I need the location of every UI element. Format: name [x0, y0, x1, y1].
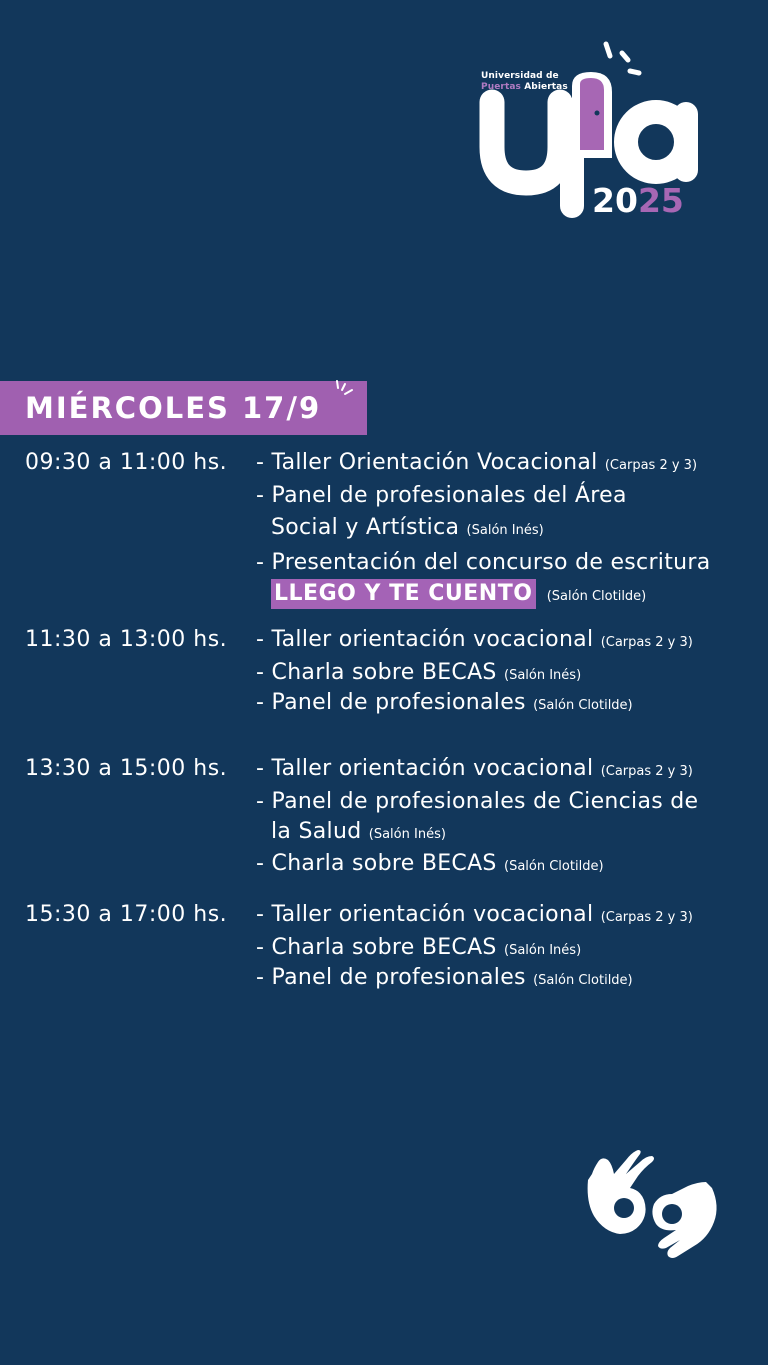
schedule-item-continuation — [271, 515, 544, 540]
item-location: (Carpas 2 y 3) — [600, 910, 693, 925]
logo-line-2-rest: Abiertas — [520, 82, 568, 92]
sign-language-icon — [582, 1150, 720, 1262]
item-location: (Salón Inés) — [504, 943, 582, 958]
schedule-item — [256, 902, 693, 927]
day-banner — [0, 381, 367, 435]
logo-year-purple: 25 — [637, 181, 684, 220]
contest-highlight: LLEGO Y TE CUENTO — [271, 579, 536, 609]
item-text: - Panel de profesionales — [256, 690, 526, 715]
logo-line-2 — [481, 82, 568, 93]
item-location: (Salón Inés) — [368, 827, 446, 842]
item-text: - Panel de profesionales — [256, 965, 526, 990]
item-location: (Carpas 2 y 3) — [600, 635, 693, 650]
item-text: - Taller orientación vocacional — [256, 627, 594, 652]
logo-line-2-colored: Puertas — [481, 82, 521, 92]
item-text: - Charla sobre BECAS — [256, 851, 497, 876]
item-text: - Panel de profesionales de Ciencias de — [256, 789, 699, 814]
schedule-item — [256, 483, 627, 508]
sparkle-icon — [328, 378, 358, 404]
schedule-item — [256, 627, 693, 652]
schedule-item — [256, 965, 633, 990]
schedule-item — [256, 690, 633, 715]
item-text: - Presentación del concurso de escritura — [256, 550, 711, 575]
schedule-item-continuation — [271, 819, 446, 844]
item-location: (Salón Clotilde) — [504, 859, 604, 874]
time-slot-1: 09:30 a 11:00 hs. — [25, 450, 228, 475]
logo-year-white: 20 — [592, 181, 638, 220]
item-location: (Salón Inés) — [466, 523, 544, 538]
item-location: (Salón Clotilde) — [546, 589, 647, 604]
item-location: (Salón Clotilde) — [533, 973, 633, 988]
item-location: (Salón Inés) — [504, 668, 582, 683]
item-location: (Salón Clotilde) — [533, 698, 633, 713]
upa-logo — [478, 40, 708, 225]
logo-line-1: Universidad de — [481, 71, 559, 81]
schedule-item — [256, 660, 581, 685]
day-title: MIÉRCOLES 17/9 — [25, 391, 322, 425]
item-location: (Carpas 2 y 3) — [604, 458, 698, 473]
time-slot-2: 11:30 a 13:00 hs. — [25, 627, 228, 652]
logo-year — [592, 181, 684, 220]
time-slot-4: 15:30 a 17:00 hs. — [25, 902, 228, 927]
item-text: - Taller orientación vocacional — [256, 756, 594, 781]
item-text: - Taller orientación vocacional — [256, 902, 594, 927]
item-text-continuation: Social y Artística — [271, 515, 460, 540]
item-text: - Panel de profesionales del Área — [256, 483, 627, 508]
schedule-item — [256, 789, 698, 814]
schedule-item-continuation — [271, 579, 646, 609]
schedule-item — [256, 450, 697, 475]
schedule-item — [256, 935, 581, 960]
logo-university-name — [481, 71, 568, 93]
item-text: - Charla sobre BECAS — [256, 660, 497, 685]
item-text-continuation: la Salud — [271, 819, 362, 844]
item-text: - Taller Orientación Vocacional — [256, 450, 598, 475]
item-location: (Carpas 2 y 3) — [600, 764, 693, 779]
item-text: - Charla sobre BECAS — [256, 935, 497, 960]
schedule-item — [256, 851, 604, 876]
schedule-item — [256, 756, 693, 781]
schedule-item — [256, 550, 711, 575]
time-slot-3: 13:30 a 15:00 hs. — [25, 756, 228, 781]
